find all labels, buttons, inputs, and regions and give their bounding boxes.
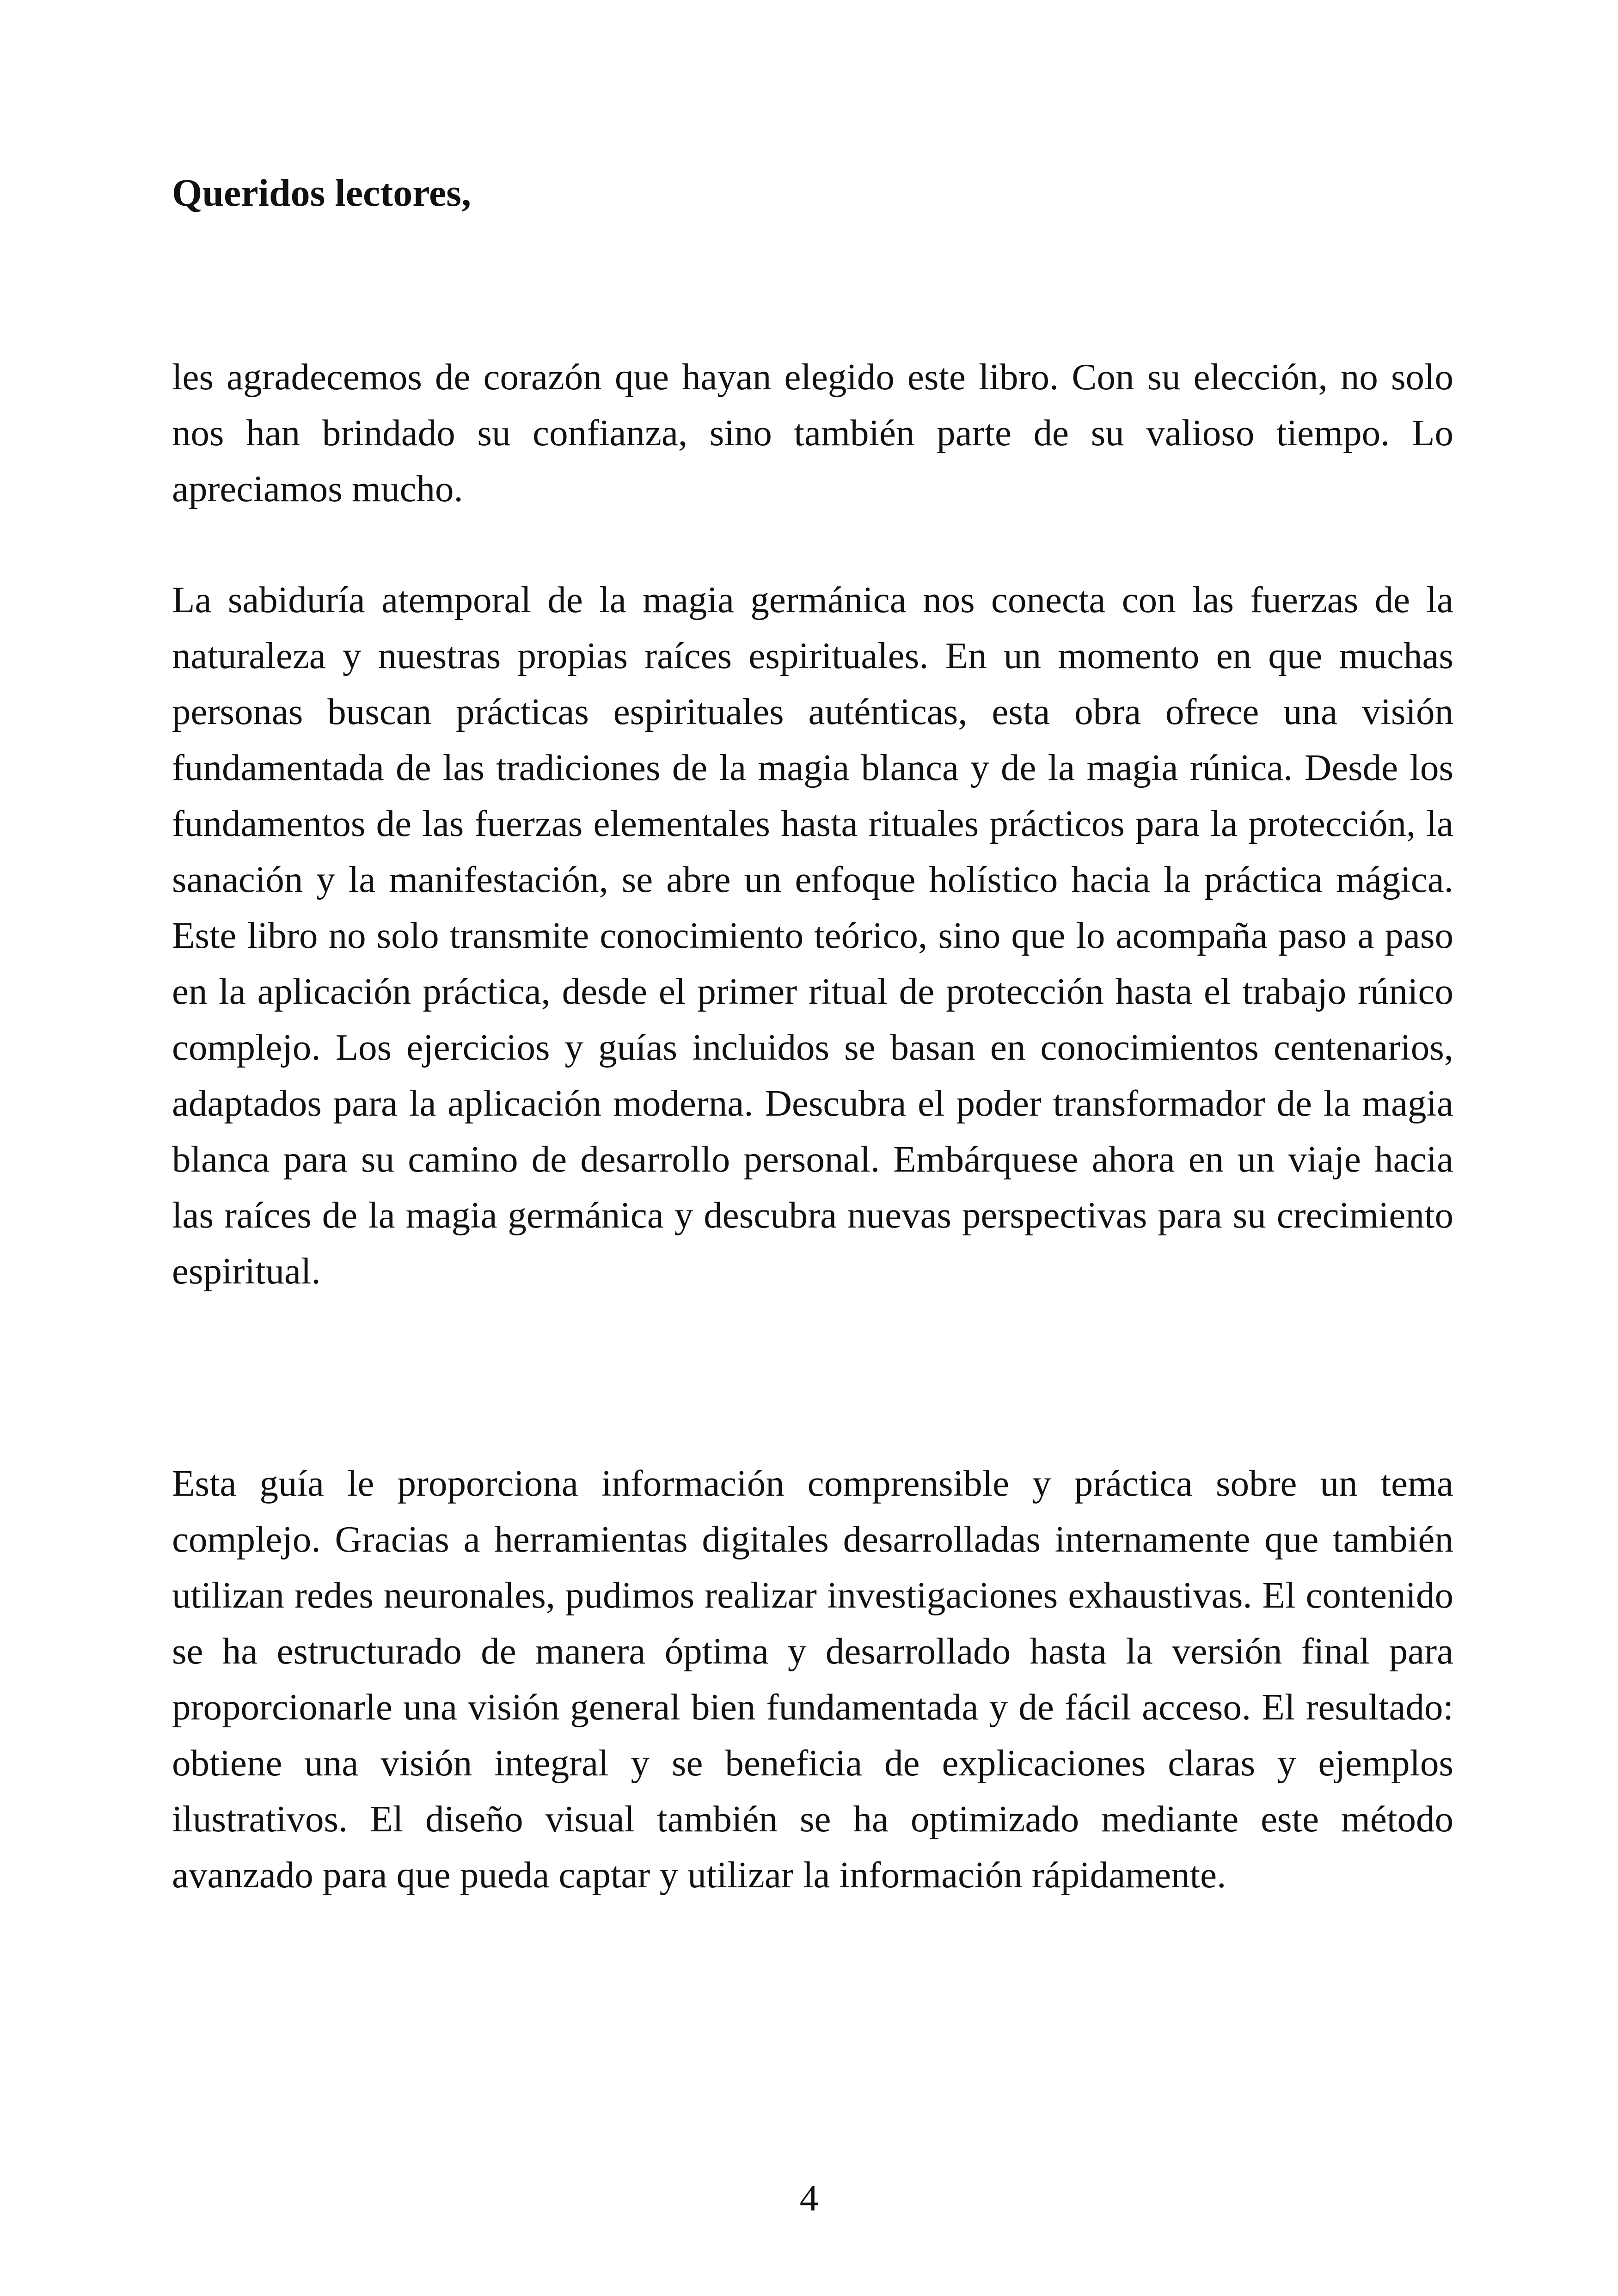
paragraph-1: les agradecemos de corazón que hayan elegido este libro. Con su elección, no solo nos han brindado su confianza, sino también parte de su valioso tiempo. Lo apreciamos mucho. [172, 356, 1453, 510]
page-heading: Queridos lectores, [172, 172, 471, 215]
paragraph-3: Esta guía le proporciona información comprensible y práctica sobre un tema complejo. Gracias a herramientas digitales desarrolladas internamente que también utilizan redes neuronales, pudimos realizar investigaciones exhaustivas. El contenido se ha estructurado de manera óptima y desarrollado hasta la versión final para proporcionarle una visión general bien fundamentada y de fácil acceso. El resultado: obtiene una visión integral y se beneficia de explicaciones claras y ejemplos ilustrativos. El diseño visual también se ha optimizado mediante este método avanzado para que pueda captar y utilizar la información rápidamente. [172, 1462, 1453, 1896]
paragraph-2: La sabiduría atemporal de la magia germánica nos conecta con las fuerzas de la naturaleza y nuestras propias raíces espirituales. En un momento en que muchas personas buscan prácticas espirituales auténticas, esta obra ofrece una visión fundamentada de las tradiciones de la magia blanca y de la magia rúnica. Desde los fundamentos de las fuerzas elementales hasta rituales prácticos para la protección, la sanación y la manifestación, se abre un enfoque holístico hacia la práctica mágica. Este libro no solo transmite conocimiento teórico, sino que lo acompaña paso a paso en la aplicación práctica, desde el primer ritual de protección hasta el trabajo rúnico complejo. Los ejercicios y guías incluidos se basan en conocimientos centenarios, adaptados para la aplicación moderna. Descubra el poder transformador de la magia blanca para su camino de desarrollo personal. Embárquese ahora en un viaje hacia las raíces de la magia germánica y descubra nuevas perspectivas para su crecimiento espiritual. [172, 579, 1453, 1292]
page-number: 4 [799, 2177, 819, 2219]
